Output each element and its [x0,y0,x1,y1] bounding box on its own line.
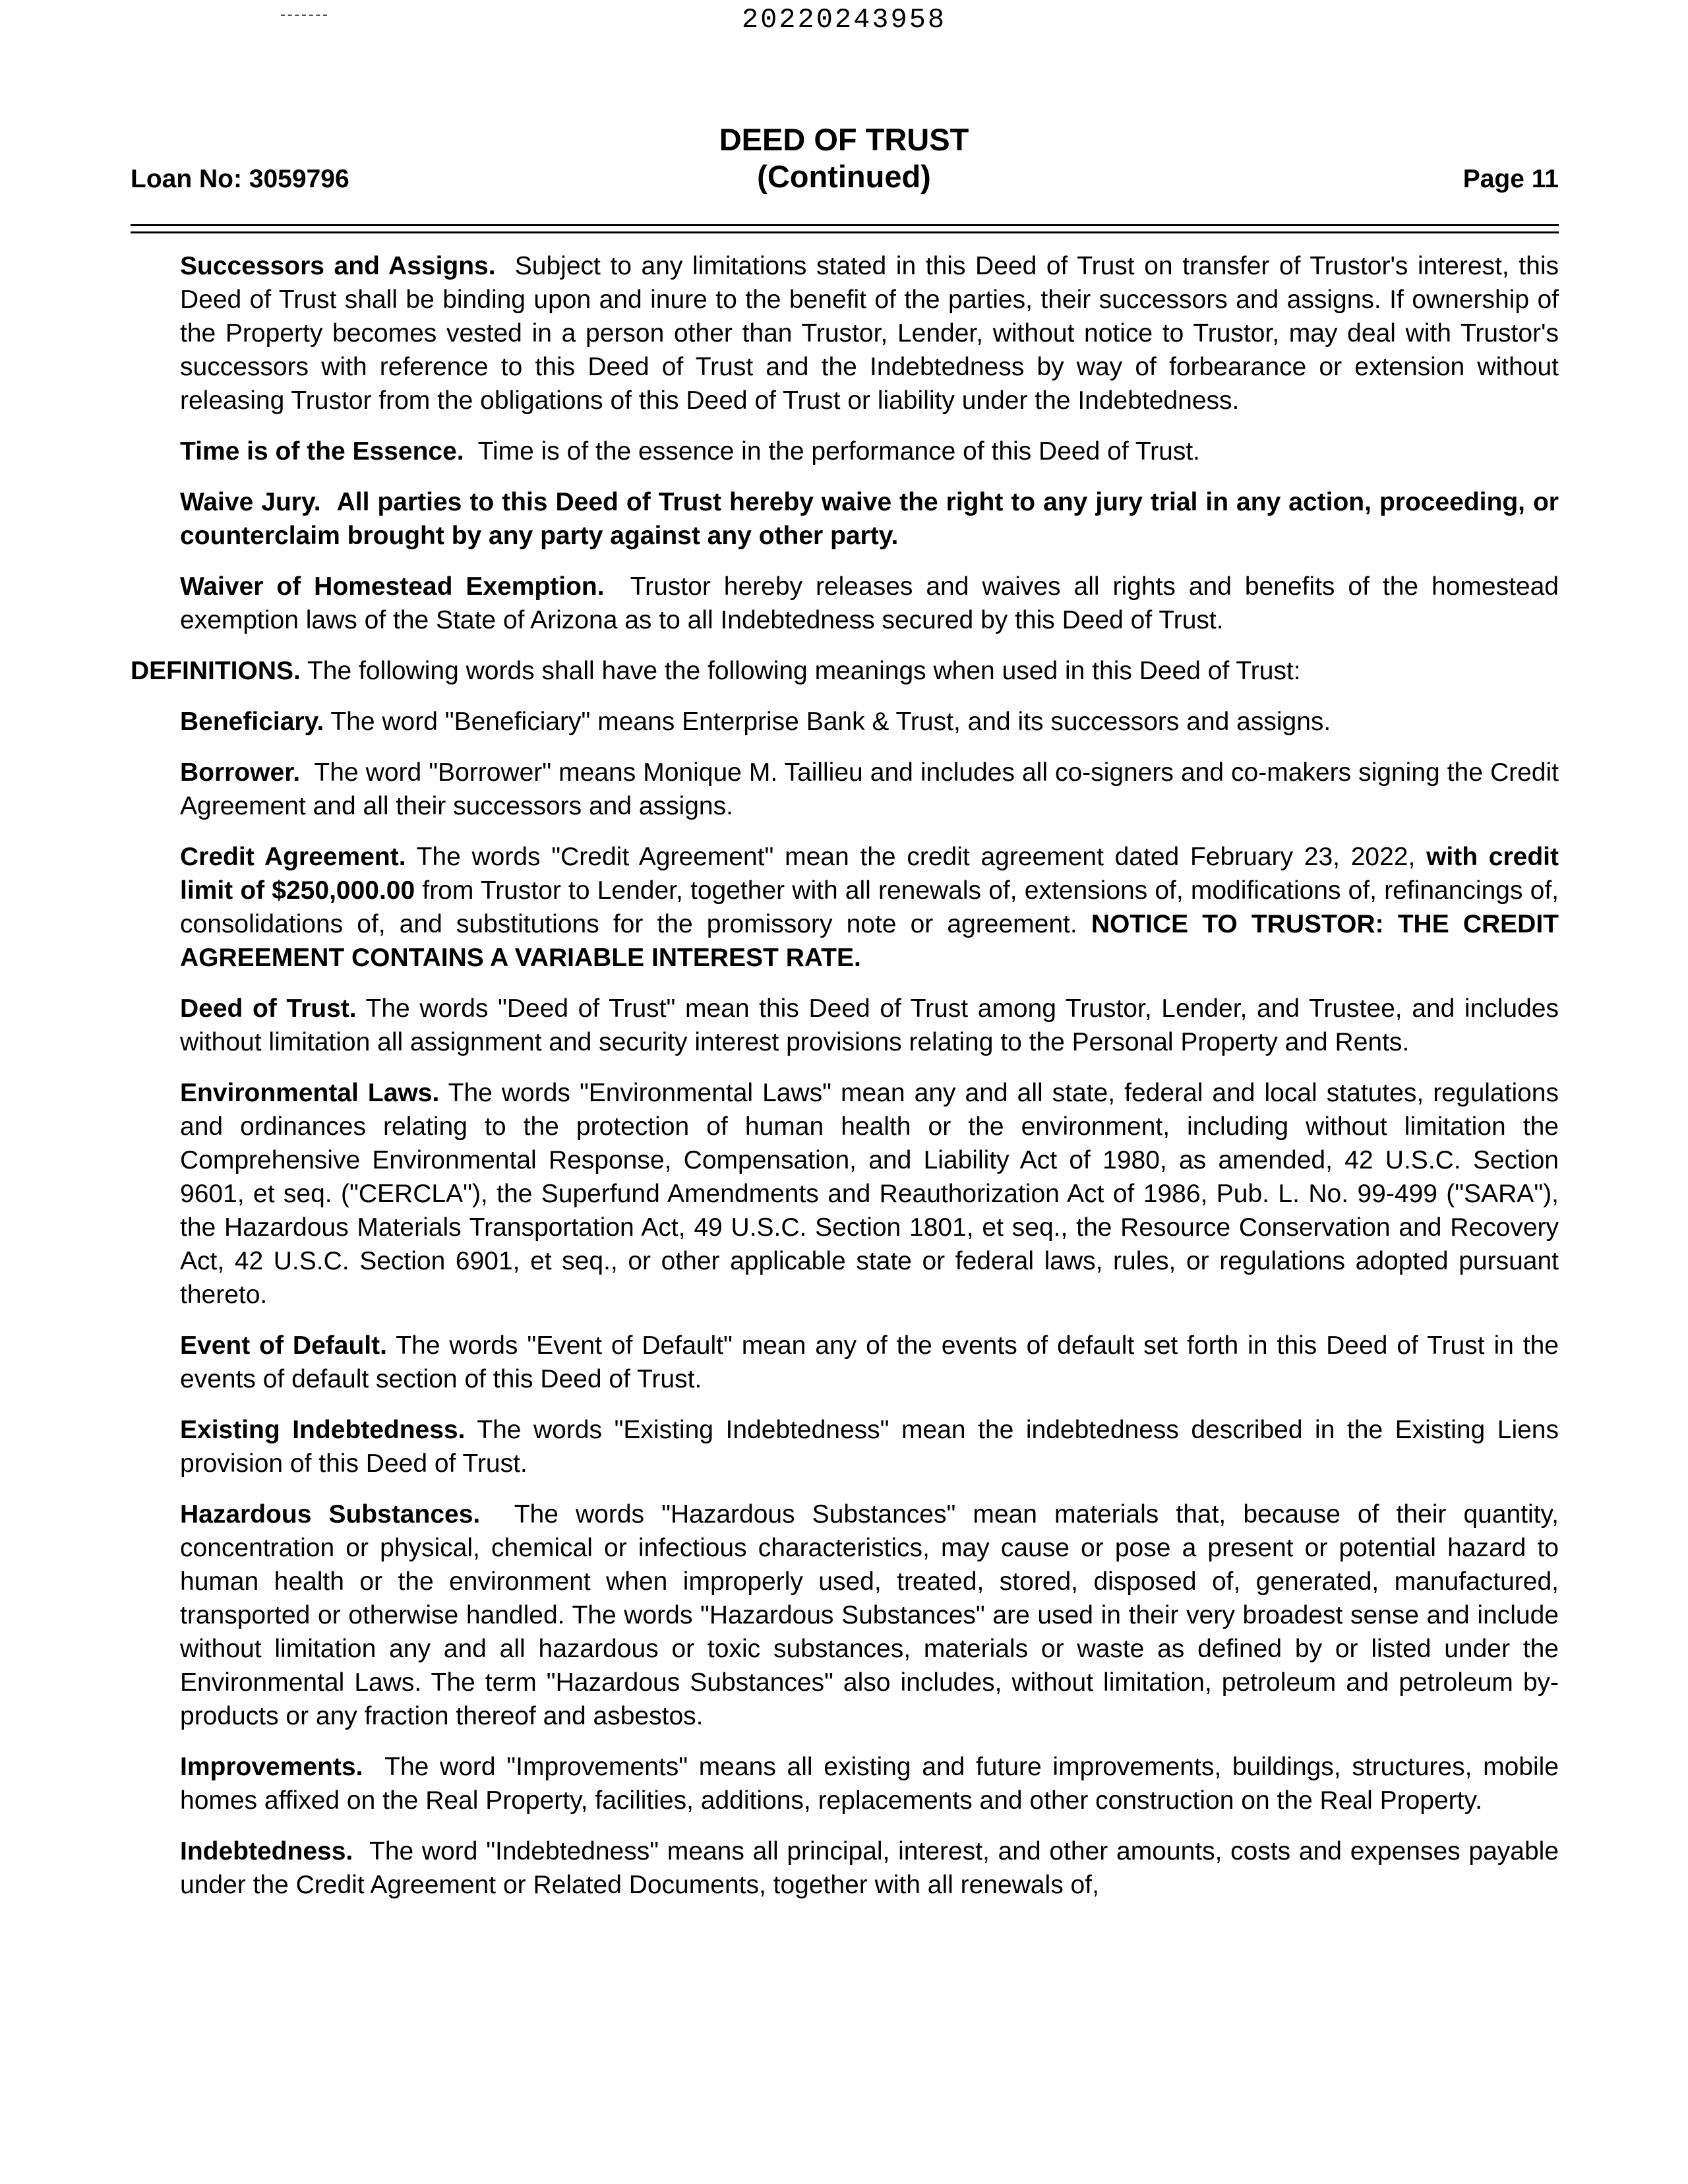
definition-hazardous-substances [131,1498,1559,1733]
definitions-heading: DEFINITIONS. [131,657,301,685]
section-homestead [131,570,1559,637]
definition-term: Credit Agreement. [180,843,406,871]
variable-rate-notice: NOTICE TO TRUSTOR: THE CREDIT AGREEMENT CONTAINS A VARIABLE INTEREST RATE. [180,910,1559,972]
definition-text: The words "Credit Agreement" mean the credit agreement dated February 23, 2022, [416,843,1416,871]
definition-indebtedness [131,1835,1559,1902]
definition-term: Event of Default. [180,1331,387,1360]
definition-term: Improvements. [180,1753,363,1781]
section-heading: Waiver of Homestead Exemption. [180,572,605,601]
document-body [131,249,1559,1919]
definition-text: The words "Environmental Laws" mean any and all state, federal and local statutes, regulations and ordinances relating to the protection of human health or the environment, including without limitation the Comprehensive Environmental Response, Compensation, and Liability Act of 1980, as amended, 42 U.S.C. Section 9601, et seq. ("CERCLA"), the Superfund Amendments and Reauthorization Act of 1986, Pub. L. No. 99-499 ("SARA"), the Hazardous Materials Transportation Act, 49 U.S.C. Section 1801, et seq., the Resource Conservation and Recovery Act, 42 U.S.C. Section 6901, et seq., or other applicable state or federal laws, rules, or regulations adopted pursuant thereto. [180,1079,1559,1309]
definition-text: The word "Improvements" means all existing and future improvements, buildings, structures, mobile homes affixed on the Real Property, facilities, additions, replacements and other construction on the Real Property. [180,1753,1559,1815]
section-waive-jury [131,485,1559,553]
definition-text: The word "Borrower" means Monique M. Taillieu and includes all co-signers and co-makers signing the Credit Agreement and all their successors and assigns. [180,758,1559,820]
header-rule-top [131,224,1559,226]
section-heading: Time is of the Essence. [180,437,464,466]
definition-existing-indebtedness [131,1413,1559,1480]
section-successors [131,249,1559,417]
section-text: Time is of the essence in the performance of this Deed of Trust. [477,437,1201,466]
definition-term: Deed of Trust. [180,994,357,1023]
definition-text: The words "Hazardous Substances" mean materials that, because of their quantity, concentration or physical, chemical or infectious characteristics, may cause or pose a present or potential hazard to human health or the environment when improperly used, treated, stored, disposed of, generated, manufactured, transported or otherwise handled. The words "Hazardous Substances" are used in their very broadest sense and include without limitation any and all hazardous or toxic substances, materials or waste as defined by or listed under the Environmental Laws. The term "Hazardous Substances" also includes, without limitation, petroleum and petroleum by-products or any fraction thereof and asbestos. [180,1500,1559,1730]
definition-term: Existing Indebtedness. [180,1416,466,1444]
definition-borrower [131,756,1559,823]
recording-number: 20220243958 [741,4,947,36]
credit-limit: with credit limit of $250,000.00 [180,843,1559,905]
title-line-1: DEED OF TRUST [719,122,969,157]
definition-text: The word "Indebtedness" means all principal, interest, and other amounts, costs and expenses payable under the Credit Agreement or Related Documents, together with all renewals of, [180,1837,1559,1899]
definition-environmental-laws [131,1076,1559,1312]
definition-term: Beneficiary. [180,708,324,736]
definition-deed-of-trust [131,992,1559,1059]
definition-term: Indebtedness. [180,1837,353,1866]
scan-artifact [281,15,327,16]
definitions-intro: The following words shall have the following meanings when used in this Deed of Trust: [307,657,1301,685]
definition-term: Environmental Laws. [180,1079,440,1107]
definition-term: Hazardous Substances. [180,1500,481,1529]
definition-credit-agreement [131,840,1559,975]
section-text: All parties to this Deed of Trust hereby waive the right to any jury trial in any action, proceeding, or counterclaim brought by any party against any other party. [180,488,1559,550]
definition-text: The word "Beneficiary" means Enterprise Bank & Trust, and its successors and assigns. [330,708,1331,736]
section-heading: Successors and Assigns. [180,252,496,280]
definition-text: The words "Event of Default" mean any of the events of default set forth in this Deed of Trust in the events of default section of this Deed of Trust. [180,1331,1559,1393]
section-heading: Waive Jury. [180,488,321,516]
definition-text: The words "Existing Indebtedness" mean the indebtedness described in the Existing Liens provision of this Deed of Trust. [180,1416,1559,1478]
section-time-essence [131,435,1559,468]
title-line-2: (Continued) [757,159,931,194]
definition-beneficiary [131,705,1559,739]
definition-event-of-default [131,1329,1559,1396]
loan-number: Loan No: 3059796 [131,165,349,193]
section-text: Trustor hereby releases and waives all rights and benefits of the homestead exemption laws of the State of Arizona as to all Indebtedness secured by this Deed of Trust. [180,572,1559,634]
definition-text-continued: from Trustor to Lender, together with all renewals of, extensions of, modifications of, refinancings of, consolidations of, and substitutions for the promissory note or agreement. [180,876,1559,938]
page-number: Page 11 [1462,165,1559,193]
section-text: Subject to any limitations stated in this Deed of Trust on transfer of Trustor's interest, this Deed of Trust shall be binding upon and inure to the benefit of the parties, their successors and assigns. If ownership of the Property becomes vested in a person other than Trustor, Lender, without notice to Trustor, may deal with Trustor's successors with reference to this Deed of Trust and the Indebtedness by way of forbearance or extension without releasing Trustor from the obligations of this Deed of Trust or liability under the Indebtedness. [180,252,1559,415]
definition-text: The words "Deed of Trust" mean this Deed of Trust among Trustor, Lender, and Trustee, and includes without limitation all assignment and security interest provisions relating to the Personal Property and Rents. [180,994,1559,1056]
definition-improvements [131,1750,1559,1817]
header-rule-bottom [131,231,1559,233]
definition-term: Borrower. [180,758,301,787]
definitions-heading-paragraph [131,654,1559,688]
